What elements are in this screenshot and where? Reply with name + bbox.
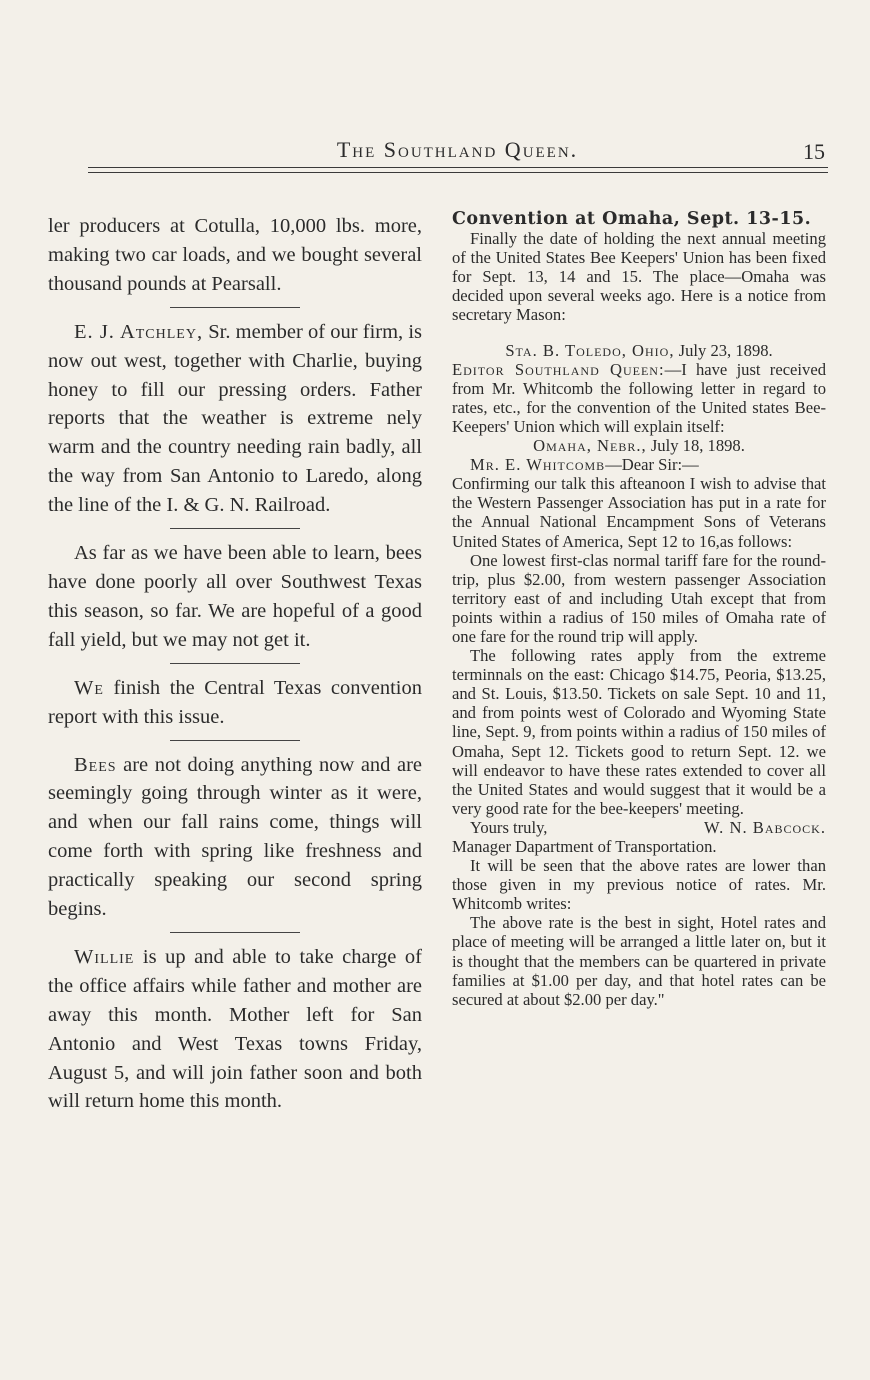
dateline-toledo: Sta. B. Toledo, Ohio, July 23, 1898. [505,340,773,360]
left-column [48,212,422,1116]
running-title: The Southland Queen. [336,137,579,162]
page-number: 15 [803,139,825,164]
signer-title: Manager Dapartment of Transportation. [452,837,717,856]
header-rule-top [88,167,828,168]
paragraph-confirm: Confirming our talk this afteanoon I wish to advise that the Western Passenger Association has put in a rate for the Annual National Encampment Sons of Veterans United States of America, Sept 12 to 16,as follows: [452,474,826,551]
paragraph-producers: ler producers at Cotulla, 10,000 lbs. more, making two car loads, and we bought several thousand pounds at Pearsall. [48,215,422,295]
right-column [452,210,826,1009]
article-heading: Convention at Omaha, Sept. 13-15. [452,209,812,229]
separator-rule [170,740,300,741]
separator-rule [170,528,300,529]
paragraph-convention-report: We finish the Central Texas convention report with this issue. [48,676,422,728]
paragraph-best: The above rate is the best in sight, Hotel rates and place of meeting will be arranged a little later on, but it is thought that the members can be quartered in private families at $1.00 per day, and that hotel rates can be secured at about $2.00 per day." [452,913,826,1009]
paragraph-bees-winter: Bees are not doing anything now and are seemingly going through winter as it were, and when our fall rains come, things will come forth with spring like freshness and practically speaking our second spring begins. [48,753,422,921]
name-atchley: E. J. Atchley, [74,320,204,343]
paragraph-seen: It will be seen that the above rates are lower than those given in my previous notice of rates. Mr. Whitcomb writes: [452,856,826,914]
signature-line: Yours truly, W. N. Babcock. [470,817,826,837]
paragraph-editor-letter: Editor Southland Queen:—I have just received from Mr. Whitcomb the following letter in regard to rates, etc., for the convention of the United states Bee-Keepers' Union which will explain itself: [452,359,826,436]
separator-rule [170,932,300,933]
paragraph-intro: Finally the date of holding the next annual meeting of the United States Bee Keepers' Union has been fixed for Sept. 13, 14 and 15. The place—Omaha was decided upon several weeks ago. Here is a notice from secretary Mason: [452,229,826,325]
paragraph-fare: One lowest first-clas normal tariff fare for the round-trip, plus $2.00, from western passenger Association territory east of and including Utah except that from points within a radius of 150 miles of Omaha rate of one fare for the round trip will apply. [452,550,826,646]
paragraph-bees-poorly: As far as we have been able to learn, bees have done poorly all over Southwest Texas this season, so far. We are hopeful of a good fall yield, but we may not get it. [48,542,422,651]
paragraph-willie: Willie is up and able to take charge of the office affairs while father and mother are away this month. Mother left for San Antonio and West Texas towns Friday, August 5, and will join father soon and both will return home this month. [48,945,422,1113]
salutation-whitcomb: Mr. E. Whitcomb—Dear Sir:— [470,455,699,475]
paragraph-rates: The following rates apply from the extreme terminnals on the east: Chicago $14.75, Peoria, $13.25, and St. Louis, $13.50. Tickets on sale Sept. 10 and 11, and from points west of Colorado and Wyoming State line, Sept. 9, from points within a radius of 150 miles of Omaha, Sept 12. Tickets good to return Sept. 12. we will endeavor to have these rates extended to cover all the United States and would suggest that it would be a very good rate for the bee-keepers' meeting. [452,646,826,818]
paragraph-atchley: E. J. Atchley, Sr. member of our firm, is now out west, together with Charlie, buying honey to fill our pressing orders. Father reports that the weather is extreme nely warm and the country needing rain badly, all the way from San Antonio to Laredo, along the line of the I. & G. N. Railroad. [48,320,423,517]
dateline-omaha: Omaha, Nebr., July 18, 1898. [533,436,745,456]
page-header [90,135,825,165]
separator-rule [170,663,300,664]
separator-rule [170,307,300,308]
header-rule-bottom [88,172,828,173]
signer-name: W. N. Babcock. [704,817,826,837]
